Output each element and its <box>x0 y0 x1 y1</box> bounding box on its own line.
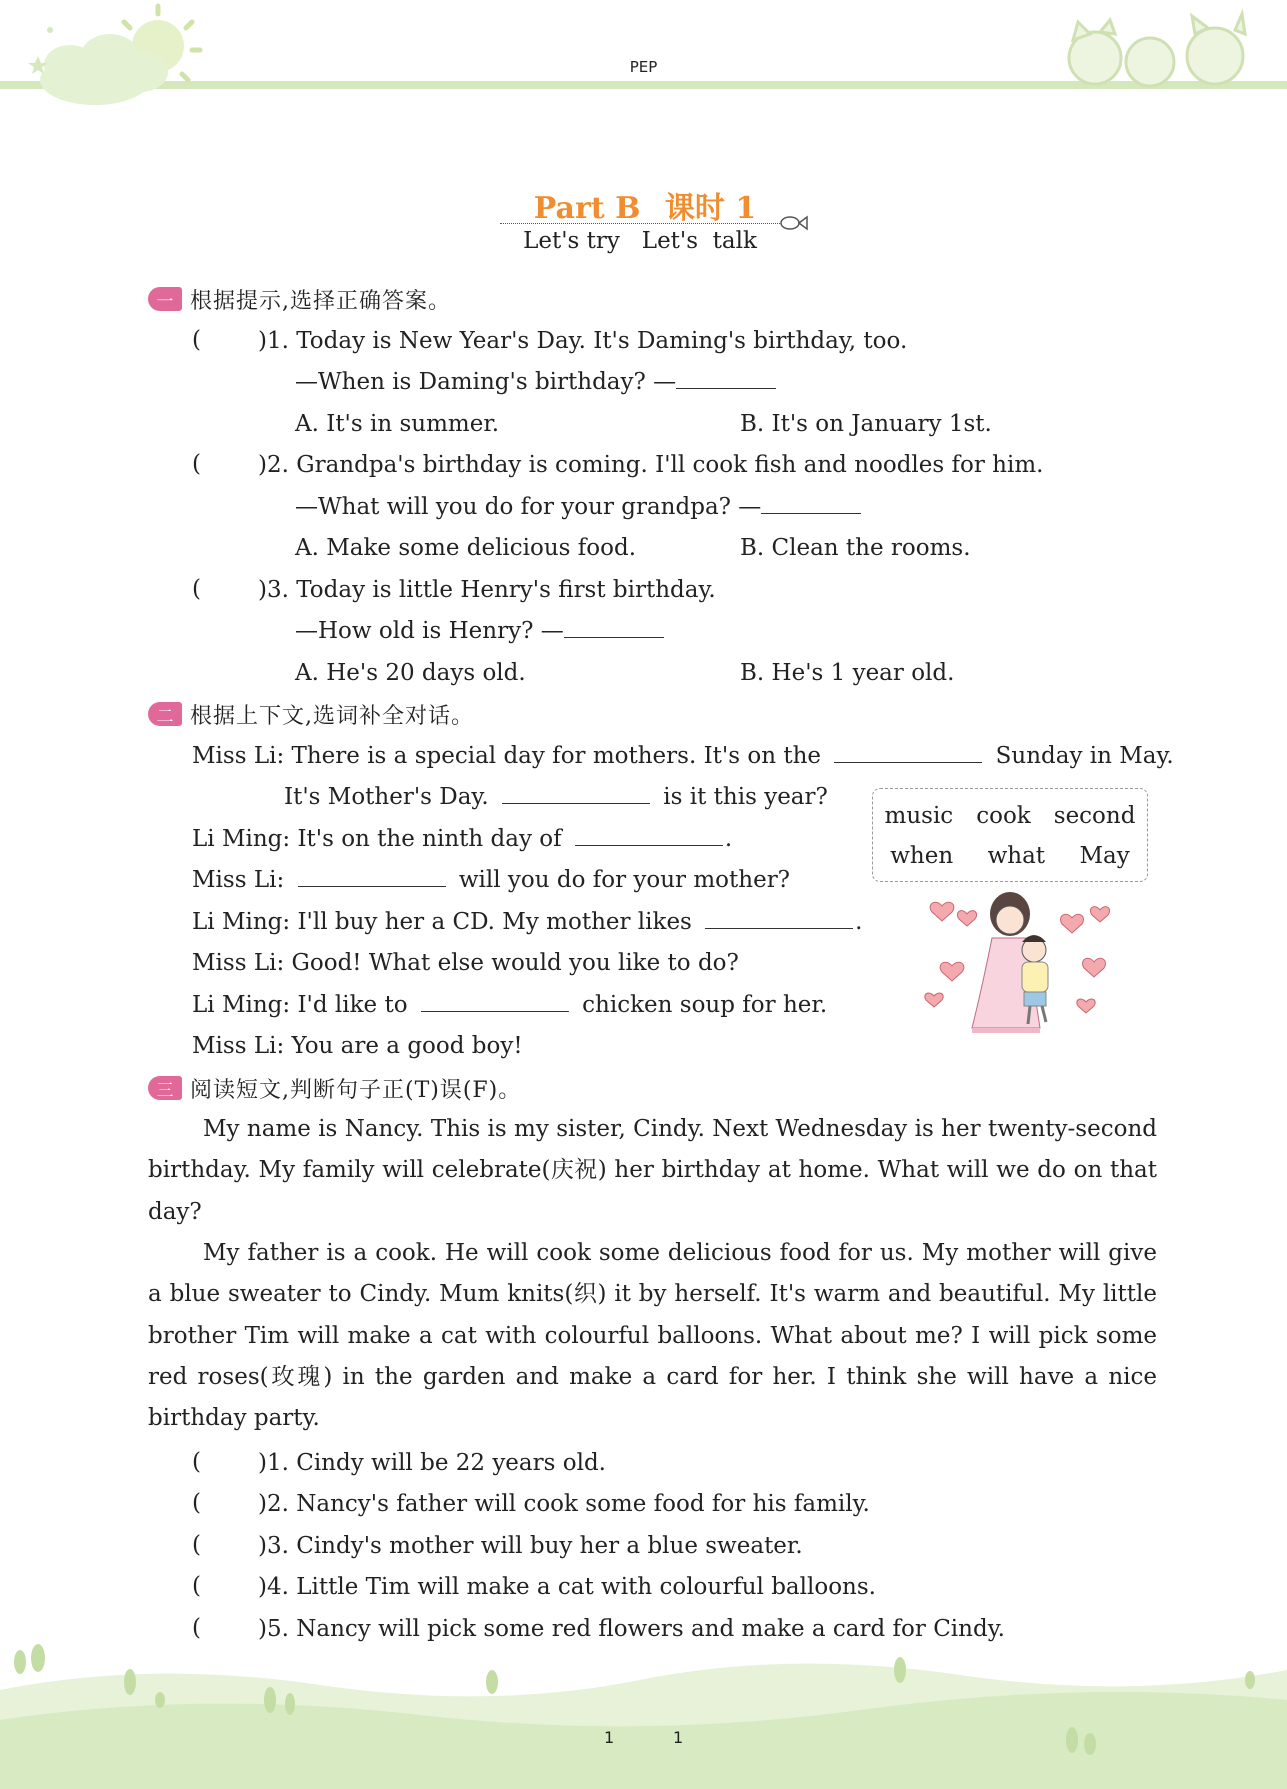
dialogue-line-2 <box>284 783 828 811</box>
word-option: what <box>987 843 1046 869</box>
dialogue-line-6 <box>192 949 739 977</box>
word-option: second <box>1053 803 1136 829</box>
question-text: —When is Daming's birthday? — <box>295 369 677 395</box>
question-stem: )1. Today is New Year's Day. It's Daming's birthday, too. <box>258 328 908 354</box>
answer-blank[interactable] <box>676 368 776 389</box>
section1-heading <box>148 285 451 313</box>
dialogue-line-8 <box>192 1032 523 1060</box>
word-bank-row <box>873 843 1147 869</box>
answer-blank[interactable] <box>834 742 982 763</box>
question-prompt <box>295 493 861 521</box>
answer-blank[interactable] <box>575 825 723 846</box>
option-b: B. It's on January 1st. <box>740 411 992 437</box>
word-option: cook <box>976 803 1031 829</box>
dialogue-text: Sunday in May. <box>995 743 1174 769</box>
dialogue-line-4 <box>192 866 790 894</box>
option-a: A. He's 20 days old. <box>295 660 526 686</box>
word-option: when <box>890 843 954 869</box>
question-text: —How old is Henry? — <box>295 618 564 644</box>
page-title <box>500 183 790 227</box>
option-a: A. It's in summer. <box>295 411 500 437</box>
dialogue-text: will you do for your mother? <box>458 867 791 893</box>
section1-heading-text: 根据提示,选择正确答案。 <box>190 288 451 314</box>
section3-heading-text: 阅读短文,判断句子正(T)误(F)。 <box>190 1077 522 1103</box>
dialogue-text: Miss Li: There is a special day for mothers. It's on the <box>192 743 821 769</box>
dialogue-text: It's Mother's Day. <box>284 784 489 810</box>
page-number-right: 1 <box>673 1728 684 1747</box>
answer-paren[interactable]: ( <box>192 1449 201 1475</box>
title-part: Part B <box>533 191 641 226</box>
answer-paren[interactable]: ( <box>192 576 201 602</box>
dialogue-line-5 <box>192 908 862 936</box>
answer-blank[interactable] <box>705 908 853 929</box>
dialogue-text: . <box>724 826 733 852</box>
option-b: B. He's 1 year old. <box>740 660 955 686</box>
dialogue-text: Miss Li: Good! What else would you like to do? <box>192 950 739 976</box>
title-lesson: 课时 1 <box>664 191 757 226</box>
question-prompt <box>295 368 776 396</box>
answer-paren[interactable]: ( <box>192 1615 201 1641</box>
section2-heading <box>148 700 474 728</box>
question-prompt <box>295 617 664 645</box>
word-option: May <box>1079 843 1130 869</box>
dialogue-line-7 <box>192 991 827 1019</box>
answer-paren[interactable]: ( <box>192 327 201 353</box>
word-bank <box>872 788 1148 882</box>
section2-badge: 二 <box>148 702 182 726</box>
dialogue-text: Li Ming: It's on the ninth day of <box>192 826 562 852</box>
section2-heading-text: 根据上下文,选词补全对话。 <box>190 703 474 729</box>
title-dotted-rule <box>500 223 780 224</box>
section3-badge: 三 <box>148 1076 182 1100</box>
statement-text: )2. Nancy's father will cook some food for his family. <box>258 1491 870 1517</box>
statement-text: )1. Cindy will be 22 years old. <box>258 1450 606 1476</box>
option-b: B. Clean the rooms. <box>740 535 971 561</box>
dialogue-text: is it this year? <box>663 784 828 810</box>
statement-text: )4. Little Tim will make a cat with colourful balloons. <box>258 1574 876 1600</box>
dialogue-text: chicken soup for her. <box>582 992 828 1018</box>
word-option: music <box>884 803 954 829</box>
answer-paren[interactable]: ( <box>192 1490 201 1516</box>
mother-child-illustration <box>922 888 1118 1046</box>
dialogue-line-3 <box>192 825 732 853</box>
answer-paren[interactable]: ( <box>192 1573 201 1599</box>
dialogue-text: Miss Li: You are a good boy! <box>192 1033 523 1059</box>
subtitle: Let's try Let's talk <box>523 228 757 254</box>
reading-paragraph-2: My father is a cook. He will cook some delicious food for us. My mother will give a blue sweater to Cindy. Mum knits(织) it by herself. It's warm and beautiful. My little brother Tim will make a cat with colourful balloons. What about me? I will pick some red roses(玫瑰) in the garden and make a card for her. I think she will have a nice birthday party. <box>148 1240 1157 1432</box>
statement-text: )5. Nancy will pick some red flowers and make a card for Cindy. <box>258 1616 1005 1642</box>
answer-paren[interactable]: ( <box>192 1532 201 1558</box>
answer-blank[interactable] <box>564 617 664 638</box>
footer-landscape <box>0 1640 1287 1789</box>
section3-heading <box>148 1074 521 1102</box>
section1-badge: 一 <box>148 287 182 311</box>
dialogue-text: . <box>855 909 863 935</box>
statement-text: )3. Cindy's mother will buy her a blue sweater. <box>258 1533 803 1559</box>
answer-blank[interactable] <box>298 866 446 887</box>
answer-blank[interactable] <box>502 783 650 804</box>
question-stem: )2. Grandpa's birthday is coming. I'll cook fish and noodles for him. <box>258 452 1044 478</box>
dialogue-text: Li Ming: I'd like to <box>192 992 408 1018</box>
answer-blank[interactable] <box>761 493 861 514</box>
answer-paren[interactable]: ( <box>192 451 201 477</box>
series-label: PEP <box>629 58 658 76</box>
word-bank-row <box>873 803 1147 829</box>
dialogue-line-1 <box>192 742 1174 770</box>
reading-paragraph-1: My name is Nancy. This is my sister, Cindy. Next Wednesday is her twenty-second birthday. My family will celebrate(庆祝) her birthday at home. What will we do on that day? <box>148 1116 1157 1225</box>
page-number-left: 1 <box>604 1728 615 1747</box>
answer-blank[interactable] <box>421 991 569 1012</box>
question-text: —What will you do for your grandpa? — <box>295 494 762 520</box>
option-a: A. Make some delicious food. <box>295 535 637 561</box>
dialogue-text: Li Ming: I'll buy her a CD. My mother likes <box>192 909 692 935</box>
dialogue-text: Miss Li: <box>192 867 285 893</box>
question-stem: )3. Today is little Henry's first birthday. <box>258 577 716 603</box>
